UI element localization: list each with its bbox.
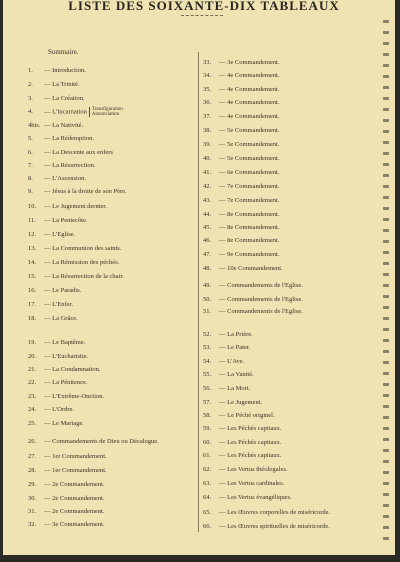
right-entry: [203, 508, 330, 518]
entry-title: — Le Péché originel.: [219, 412, 275, 419]
entry-number: 43.: [203, 197, 212, 204]
incarnation-subtitles: [89, 107, 123, 117]
entry-title: — Les Vertus cardinales.: [219, 480, 285, 487]
entry-title: — 2e Commandement.: [44, 481, 105, 488]
right-entry: [203, 411, 275, 421]
entry-number: 29.: [28, 481, 37, 488]
entry-title: — 7e Commandement.: [219, 197, 280, 204]
left-entry: [28, 148, 113, 158]
left-entry: [28, 338, 85, 348]
left-entry: [28, 452, 107, 462]
entry-number: 26.: [28, 438, 37, 445]
entry-title: — Commandements de l'Eglise.: [219, 296, 303, 303]
entry-title: — La Descente aux enfers: [44, 149, 113, 156]
entry-title: — L'Incarnation: [44, 108, 87, 116]
entry-number: 20.: [28, 353, 37, 360]
entry-title: — Commandements de l'Eglise.: [219, 282, 303, 289]
entry-number: 23.: [28, 393, 37, 400]
entry-number: 11.: [28, 217, 36, 224]
entry-number: 65.: [203, 509, 212, 516]
left-entry: [28, 244, 121, 254]
entry-title: — L'Enfer.: [44, 301, 73, 308]
right-entry: [203, 398, 262, 408]
entry-title: — Les Œuvres corporelles de miséricorde.: [219, 509, 331, 516]
entry-title: — 2e Commandement.: [44, 495, 105, 502]
entry-title: — La Résurrection de la chair.: [44, 273, 124, 280]
entry-title: — 3e Commandement.: [44, 521, 105, 528]
entry-number: 54.: [203, 358, 212, 365]
left-entry: [28, 80, 80, 90]
right-entry: [203, 438, 281, 448]
entry-number: 15.: [28, 273, 37, 280]
right-entry: [203, 98, 279, 108]
incarnation-subtitle: Annonciation: [91, 112, 120, 117]
entry-title: — L'Ave.: [219, 358, 245, 365]
left-entry: [28, 419, 84, 429]
entry-title: — Le Paradis.: [44, 287, 82, 294]
left-entry: [28, 107, 123, 117]
left-entry: [28, 134, 94, 144]
left-entry: [28, 365, 101, 375]
left-entry: [28, 507, 104, 517]
right-entry: [203, 140, 279, 150]
entry-title: — 5e Commandement.: [219, 141, 280, 148]
entry-title: — Jésus à la droite de son Père.: [44, 188, 127, 195]
page-edge: [0, 555, 400, 562]
entry-title: — La Pentecôte.: [44, 217, 88, 224]
left-entry: [28, 272, 124, 282]
entry-title: — 5e Commandement.: [219, 155, 280, 162]
entry-title: — 3e Commandement.: [219, 59, 280, 66]
right-entry: [203, 85, 279, 95]
right-entry: [203, 307, 303, 317]
right-entry: [203, 71, 279, 81]
right-entry: [203, 465, 287, 475]
entry-number: 52.: [203, 331, 212, 338]
left-entry: [28, 480, 104, 490]
entry-number: 27.: [28, 453, 37, 460]
entry-number: 4bis.: [28, 122, 41, 129]
entry-title: — L'Extrême-Onction.: [44, 393, 105, 400]
entry-title: — L'Eglise.: [44, 231, 76, 238]
entry-title: — Le Mariage.: [44, 420, 84, 427]
entry-number: 4.: [28, 108, 33, 116]
entry-title: — L'Ordre.: [44, 406, 75, 413]
entry-title: — Commandements de Dieu ou Décalogue.: [44, 438, 159, 445]
entry-title: — Introduction.: [44, 67, 86, 74]
entry-number: 2.: [28, 81, 33, 88]
left-entry: [28, 66, 86, 76]
entry-number: 56.: [203, 385, 212, 392]
right-entry: [203, 295, 303, 305]
entry-title: — 4e Commandement.: [219, 113, 280, 120]
entry-title: — Les Péchés capitaux.: [219, 425, 282, 432]
entry-number: 14.: [28, 259, 37, 266]
entry-title: — 5e Commandement.: [219, 127, 280, 134]
entry-title: — Le Jugement.: [219, 399, 263, 406]
entry-title: — 9e Commandement.: [219, 251, 280, 258]
entry-number: 30.: [28, 495, 37, 502]
entry-number: 40.: [203, 155, 212, 162]
entry-number: 10.: [28, 203, 37, 210]
entry-number: 1.: [28, 67, 33, 74]
entry-title: — La Condamnation.: [44, 366, 101, 373]
entry-number: 49.: [203, 282, 212, 289]
entry-title: — Les Vertus évangéliques.: [219, 494, 292, 501]
left-entry: [28, 121, 83, 131]
entry-number: 18.: [28, 315, 37, 322]
entry-number: 63.: [203, 480, 212, 487]
entry-number: 57.: [203, 399, 212, 406]
right-entry: [203, 281, 303, 291]
left-entry: [28, 378, 88, 388]
entry-title: — La Nativité.: [44, 122, 84, 129]
right-entry: [203, 522, 330, 532]
entry-number: 36.: [203, 99, 212, 106]
entry-title: — L'Eucharistie.: [44, 353, 89, 360]
entry-title: — La Pénitence.: [44, 379, 88, 386]
left-entry: [28, 520, 104, 530]
right-entry: [203, 168, 279, 178]
entry-title: — 1er Commandement.: [44, 467, 107, 474]
page-title: LISTE DES SOIXANTE-DIX TABLEAUX: [68, 0, 340, 13]
document-page: [3, 0, 395, 555]
entry-title: — Les Péchés capitaux.: [219, 439, 282, 446]
right-entry: [203, 330, 253, 340]
entry-number: 25.: [28, 420, 37, 427]
right-entry: [203, 182, 279, 192]
entry-title: — Le Jugement dernier.: [44, 203, 107, 210]
entry-number: 44.: [203, 211, 212, 218]
entry-number: 8.: [28, 175, 33, 182]
left-entry: [28, 466, 107, 476]
left-entry: [28, 392, 104, 402]
entry-title: — 4e Commandement.: [219, 86, 280, 93]
entry-number: 59.: [203, 425, 212, 432]
entry-number: 45.: [203, 224, 212, 231]
column-divider: [198, 52, 199, 532]
entry-number: 47.: [203, 251, 212, 258]
right-entry: [203, 112, 279, 122]
entry-number: 31.: [28, 508, 37, 515]
entry-number: 66.: [203, 523, 212, 530]
entry-title: — La Rédemption.: [44, 135, 95, 142]
left-entry: [28, 405, 74, 415]
entry-title: — La Communion des saints.: [44, 245, 122, 252]
entry-number: 5.: [28, 135, 33, 142]
entry-title: — Les Œuvres spirituelles de miséricorde.: [219, 523, 330, 530]
entry-title: — Les Vertus théologales.: [219, 466, 288, 473]
left-entry: [28, 437, 159, 447]
entry-number: 60.: [203, 439, 212, 446]
right-entry: [203, 384, 250, 394]
right-entry: [203, 424, 281, 434]
right-entry: [203, 196, 279, 206]
entry-title: — 4e Commandement.: [219, 99, 280, 106]
entry-title: — La Rémission des péchés.: [44, 259, 120, 266]
right-entry: [203, 236, 279, 246]
right-entry: [203, 126, 279, 136]
entry-title: — 4e Commandement.: [219, 72, 280, 79]
left-entry: [28, 286, 81, 296]
left-entry: [28, 187, 127, 197]
entry-number: 35.: [203, 86, 212, 93]
entry-number: 3.: [28, 95, 33, 102]
entry-number: 51.: [203, 308, 212, 315]
left-entry: [28, 174, 86, 184]
entry-number: 24.: [28, 406, 37, 413]
incarnation-subtitle: Transfiguration: [91, 107, 123, 112]
entry-title: — La Vanité.: [219, 371, 254, 378]
sommaire-heading: Sommaire.: [48, 48, 79, 56]
left-entry: [28, 230, 75, 240]
entry-number: 28.: [28, 467, 37, 474]
entry-number: 48.: [203, 265, 212, 272]
entry-title: — 1er Commandement.: [44, 453, 107, 460]
entry-title: — Les Péchés capitaux.: [219, 452, 282, 459]
right-entry: [203, 210, 279, 220]
entry-title: — La Prière.: [219, 331, 253, 338]
entry-number: 58.: [203, 412, 212, 419]
right-entry: [203, 264, 283, 274]
entry-number: 9.: [28, 188, 33, 195]
entry-number: 46.: [203, 237, 212, 244]
decorative-border: [383, 20, 389, 540]
entry-number: 13.: [28, 245, 37, 252]
entry-title: — 8e Commandement.: [219, 237, 280, 244]
right-entry: [203, 154, 279, 164]
entry-number: 16.: [28, 287, 37, 294]
entry-title: — L'Ascension.: [44, 175, 86, 182]
entry-title: — La Mort.: [219, 385, 251, 392]
right-entry: [203, 370, 254, 380]
entry-number: 39.: [203, 141, 212, 148]
right-entry: [203, 479, 284, 489]
right-entry: [203, 451, 281, 461]
left-entry: [28, 94, 85, 104]
left-entry: [28, 258, 119, 268]
entry-title: — 8e Commandement.: [219, 211, 280, 218]
right-entry: [203, 250, 279, 260]
entry-title: — Le Baptême.: [44, 339, 86, 346]
entry-title: — 7e Commandement.: [219, 183, 280, 190]
entry-title: — La Trinité.: [44, 81, 80, 88]
entry-number: 19.: [28, 339, 37, 346]
entry-number: 38.: [203, 127, 212, 134]
left-entry: [28, 202, 107, 212]
entry-title: — 6e Commandement.: [219, 169, 280, 176]
entry-number: 53.: [203, 344, 212, 351]
title-ornament: [181, 15, 223, 16]
left-entry: [28, 494, 104, 504]
left-entry: [28, 300, 73, 310]
right-entry: [203, 357, 244, 367]
entry-title: — Le Pater.: [219, 344, 251, 351]
entry-number: 41.: [203, 169, 212, 176]
entry-number: 50.: [203, 296, 212, 303]
entry-number: 61.: [203, 452, 212, 459]
entry-number: 42.: [203, 183, 212, 190]
entry-number: 7.: [28, 162, 33, 169]
entry-number: 37.: [203, 113, 212, 120]
entry-title: — La Grâce.: [44, 315, 78, 322]
right-entry: [203, 493, 292, 503]
entry-number: 6.: [28, 149, 33, 156]
entry-number: 62.: [203, 466, 212, 473]
right-entry: [203, 58, 279, 68]
entry-number: 22.: [28, 379, 37, 386]
entry-number: 55.: [203, 371, 212, 378]
entry-number: 17.: [28, 301, 37, 308]
entry-title: — Commandements de l'Eglise.: [219, 308, 303, 315]
left-entry: [28, 314, 78, 324]
left-entry: [28, 352, 88, 362]
right-entry: [203, 343, 250, 353]
entry-number: 32.: [28, 521, 37, 528]
left-entry: [28, 161, 95, 171]
entry-number: 64.: [203, 494, 212, 501]
entry-number: 12.: [28, 231, 37, 238]
entry-number: 21.: [28, 366, 37, 373]
entry-number: 34.: [203, 72, 212, 79]
entry-title: — 2e Commandement.: [44, 508, 105, 515]
entry-title: — 10e Commandement.: [219, 265, 283, 272]
entry-title: — 8e Commandement.: [219, 224, 280, 231]
left-entry: [28, 216, 88, 226]
entry-number: 33.: [203, 59, 212, 66]
entry-title: — La Création.: [44, 95, 85, 102]
right-entry: [203, 223, 279, 233]
entry-title: — La Résurrection.: [44, 162, 96, 169]
